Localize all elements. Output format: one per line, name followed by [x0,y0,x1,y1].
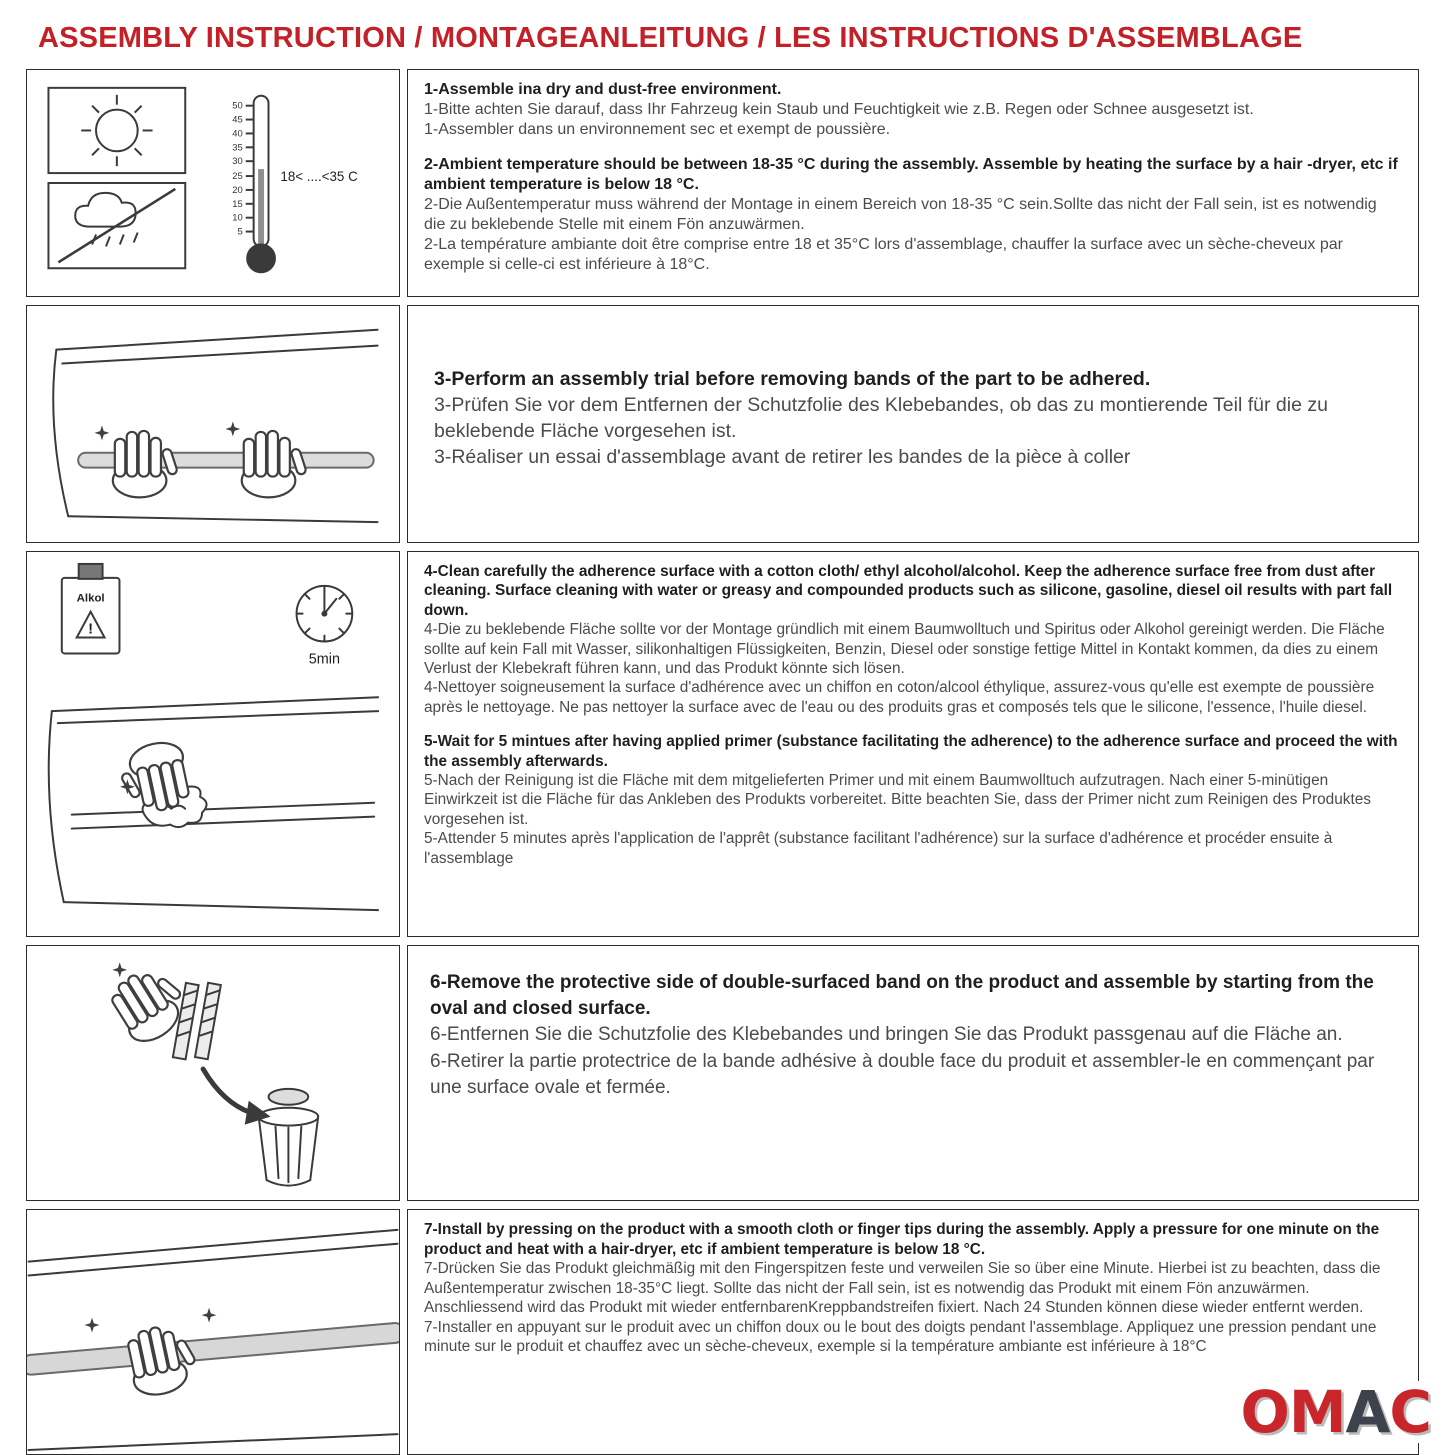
step-3-fr: 3-Réaliser un essai d'assemblage avant de retirer les bandes de la pièce à coller [434,446,1131,469]
svg-text:20: 20 [232,183,243,195]
svg-text:30: 30 [232,155,243,167]
trash-can-left [259,1117,267,1181]
door-top-edge [52,697,378,711]
trash-can-right [310,1117,318,1181]
step-row-1 [26,69,1419,297]
thermometer-bulb [247,244,275,272]
thermometer-ticks [246,106,254,232]
discard-arrow [203,1069,251,1113]
svg-text:5: 5 [237,225,243,237]
svg-text:10: 10 [232,211,243,223]
door-inner-edge [62,346,377,364]
bottle-cap [79,564,103,579]
step-1-en: 1-Assemble ina dry and dust-free environment. [424,81,782,98]
step-2-de: 2-Die Außentemperatur muss während der Montage in einem Bereich von 18-35 °C sein.Sollte das nicht der Fall sein, ist es notwendig die zu beklebende Stelle mit einem Fön anzuwärmen. [424,196,1377,233]
temperature-range-label: 18< ....<35 C [280,169,358,185]
door-bottom-edge [64,902,378,910]
sun-icon [96,110,138,152]
step-7-de: 7-Drücken Sie das Produkt gleichmäßig mit den Fingerspitzen feste und verweilen Sie so über eine Minute. Hierbei ist zu beachten, dass die Außentemperatur zwischen 18-35°C liegt. Sollte das nicht der Fall sein, ist es notwendig das Produkt mit einem Fön anzuwärmen. Anschliessend wird das Produkt mit wieder entfernbarenKreppbandstreifen fixiert. Nach 24 Stunden können diese wieder entfernt werden. [424,1260,1381,1317]
cleaning-illustration [26,551,400,937]
step-text-1 [407,69,1419,297]
step-text-4-5 [407,551,1419,937]
press-illustration [26,1209,400,1455]
step-6-en: 6-Remove the protective side of double-surfaced band on the product and assemble by starting from the oval and closed surface. [430,972,1374,1020]
trash-can-rib [276,1127,279,1179]
step-5-de: 5-Nach der Reinigung ist die Fläche mit dem mitgelieferten Primer und mit einem Baumwolltuch aufzutragen. Nach einer 5-minütigen Einwirkzeit ist die Fläche für das Ankleben des Produkts vorbereitet. Bitte beachten Sie, dass der Primer nicht zum Reinigen des Produktes vorgesehen ist. [424,772,1371,828]
door-top-edge [29,1230,398,1262]
sparkle-icon [95,425,110,440]
clock-center [322,612,326,616]
page-title: ASSEMBLY INSTRUCTION / MONTAGEANLEITUNG / LES INSTRUCTIONS D'ASSEMBLAGE [38,22,1303,54]
press-install-drawing [27,1210,399,1454]
environment-illustration [26,69,400,297]
door-left-edge [49,711,64,902]
sparkle-icon [85,1318,100,1333]
step-row-3 [26,551,1419,937]
door-bottom-edge [68,516,377,522]
peel-band-illustration [26,945,400,1201]
logo-letter: C [1389,1378,1431,1446]
trim-strip [27,1322,399,1375]
sparkle-icon [112,962,127,977]
door-left-edge [53,350,68,517]
step-6-de: 6-Entfernen Sie die Schutzfolie des Klebebandes und bringen Sie das Produkt passgenau auf die Fläche an. [430,1024,1343,1046]
logo-letter: M [1288,1378,1346,1446]
sparkle-icon [225,422,240,437]
peel-and-discard-drawing [27,946,399,1200]
step-5-fr: 5-Attender 5 minutes après l'application de l'apprêt (substance facilitant l'adhérence) sur la surface d'adhérence et procéder ensuite à l'assemblage [424,830,1333,867]
discard-arrowhead [245,1101,271,1125]
svg-text:50: 50 [232,99,243,111]
step-row-4 [26,945,1419,1201]
rain-drops [92,233,138,247]
svg-text:25: 25 [232,170,243,182]
sparkle-icon [202,1308,217,1323]
step-row-2 [26,305,1419,543]
thermometer-mercury [258,169,264,248]
trial-illustration [26,305,400,543]
svg-text:35: 35 [232,141,243,153]
logo-letter: O [1240,1378,1289,1446]
svg-text:15: 15 [232,197,243,209]
svg-text:45: 45 [232,113,243,125]
band-roll [269,1089,309,1105]
step-3-de: 3-Prüfen Sie vor dem Entfernen der Schutzfolie des Klebebandes, ob das zu montierende Teil für die zu beklebende Fläche vorgesehen ist. [434,394,1328,443]
logo-letter: A [1345,1378,1390,1446]
trash-can-rib [298,1127,301,1179]
alcohol-label: Alkol [76,592,105,605]
step-4-de: 4-Die zu beklebende Fläche sollte vor der Montage gründlich mit einem Baumwolltuch und Spiritus oder Alkohol gereinigt werden. Die Fläche sollte auf kein Fall mit Wasser, silikonhaltigen Flüssigkeiten, Benzin, Diesel oder sonstige fettige Mittel in Kontakt kommen, da dies zu einem Verlust der Klebekraft führen kann, und das Produkt könnte sich lösen. [424,621,1385,678]
step-7-en: 7-Install by pressing on the product with a smooth cloth or finger tips during the assembly. Apply a pressure for one minute on the product and heat with a hair-dryer, etc if ambient temperature is below 18 °C. [424,1221,1380,1258]
omac-logo [1235,1378,1438,1446]
step-text-3 [407,305,1419,543]
molding-line-bottom [72,817,374,829]
warning-exclamation: ! [88,620,94,638]
door-top-edge [56,330,377,350]
five-minutes-label: 5min [308,651,341,668]
step-1-fr: 1-Assembler dans un environnement sec et exempt de poussière. [424,121,891,138]
svg-text:40: 40 [232,127,243,139]
door-trim-hands-drawing [27,306,399,542]
left-hand [113,431,178,497]
thermometer-scale [232,100,242,237]
step-5-en: 5-Wait for 5 mintues after having applied primer (substance facilitating the adherence) to the adherence surface and proceed the with the assembly afterwards. [424,733,1398,770]
pressing-hand [124,1321,201,1400]
sun-rain-thermometer-drawing [27,70,399,296]
alcohol-clock-wipe-drawing [27,552,399,936]
door-inner-edge [58,711,378,723]
step-3-en: 3-Perform an assembly trial before removing bands of the part to be adhered. [434,368,1151,390]
step-4-en: 4-Clean carefully the adherence surface with a cotton cloth/ ethyl alcohol/alcohol. Keep the adherence surface free from dust after cleaning. Surface cleaning with water or greasy and compounded products such as silicone, gasoline, diesel oil results with part fall down. [424,563,1393,619]
step-2-fr: 2-La température ambiante doit être comprise entre 18 et 35°C lors d'assemblage, chauffer la surface avec un sèche-cheveux par exemple si celle-ci est inférieure à 18°C. [424,236,1343,273]
step-6-fr: 6-Retirer la partie protectrice de la bande adhésive à double face du produit et assembler-le en commençant par une surface ovale et fermée. [430,1050,1375,1098]
crossed-out-slash [58,189,175,262]
right-hand [242,431,307,497]
molding-line-top [72,803,374,815]
rain-cloud-icon [75,193,135,227]
door-inner-edge [29,1244,398,1276]
step-2-en: 2-Ambient temperature should be between 18-35 °C during the assembly. Assemble by heating the surface by a hair -dryer, etc if ambient temperature is below 18 °C. [424,156,1398,193]
step-1-de: 1-Bitte achten Sie darauf, dass Ihr Fahrzeug kein Staub und Feuchtigkeit wie z.B. Regen oder Schnee ausgesetzt ist. [424,101,1254,118]
door-bottom-edge [29,1434,398,1450]
step-4-fr: 4-Nettoyer soigneusement la surface d'adhérence avec un chiffon en coton/alcool éthylique, assurez-vous qu'elle est exempte de poussière après le nettoyage. Ne pas nettoyer la surface avec de l'eau ou des produits gras et composés tels que le silicone, l'essence, l'huile diesel. [424,679,1375,716]
step-7-fr: 7-Installer en appuyant sur le produit avec un chiffon doux ou le bout des doigts pendant l'assemblage. Appliquez une pression pendant une minute sur le produit et chauffez avec un sèche-cheveux, exemple si la température ambiante est inférieure à 18°C [424,1318,1377,1356]
step-text-6 [407,945,1419,1201]
step-row-5 [26,1209,1419,1455]
sun-rays [81,95,152,166]
alcohol-bottle [62,578,120,654]
